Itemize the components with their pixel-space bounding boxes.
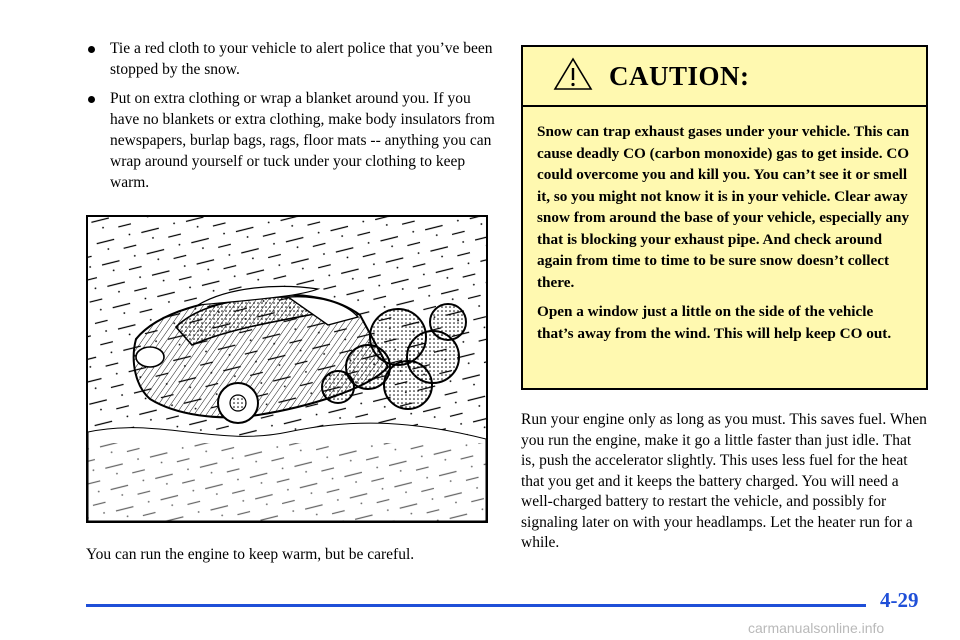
page-number: 4-29 (880, 588, 919, 612)
footer-rule (86, 604, 866, 607)
warning-triangle-icon (553, 56, 593, 97)
bullet-item (86, 38, 496, 80)
bullet-text: Put on extra clothing or wrap a blanket around you. If you have no blankets or extra clothing, make body insulators from newspapers, burlap bags, rags, floor mats -- anything you can wrap around yourself or tuck under your clothing to keep warm. (110, 90, 495, 191)
bullet-icon (88, 96, 95, 103)
caution-title: CAUTION: (609, 61, 750, 91)
snowbound-vehicle-illustration (86, 215, 488, 523)
car-in-snow-drawing (88, 217, 486, 521)
bullet-icon (88, 46, 95, 53)
watermark: carmanualsonline.info (748, 620, 885, 636)
bullet-item (86, 88, 496, 193)
caution-body (523, 107, 926, 344)
caution-header (523, 47, 926, 107)
engine-run-paragraph: Run your engine only as long as you must. This saves fuel. When you run the engine, make it go a little faster than just idle. That is, push the accelerator slightly. This uses less fuel for the heat that you get and it keeps the battery charged. You will need a well-charged battery to restart the vehicle, and possibly for signaling later on with your headlamps. Let the heater run for a while. (521, 411, 927, 551)
caution-box (521, 45, 928, 390)
left-column (86, 38, 496, 201)
caution-paragraph: Snow can trap exhaust gases under your vehicle. This can cause deadly CO (carbon monoxide) gas to get inside. CO could overcome you and kill you. You can’t see it or smell it, so you might not know it is in your vehicle. Clear away snow from around the base of your vehicle, especially any that is blocking your exhaust pipe. And check around again from time to time to be sure snow doesn’t collect there. (537, 123, 910, 291)
caution-paragraph: Open a window just a little on the side of the vehicle that’s away from the wind. This will help keep CO out. (537, 303, 892, 342)
bullet-text: Tie a red cloth to your vehicle to alert police that you’ve been stopped by the snow. (110, 40, 493, 78)
closing-sentence: You can run the engine to keep warm, but be careful. (86, 546, 415, 563)
